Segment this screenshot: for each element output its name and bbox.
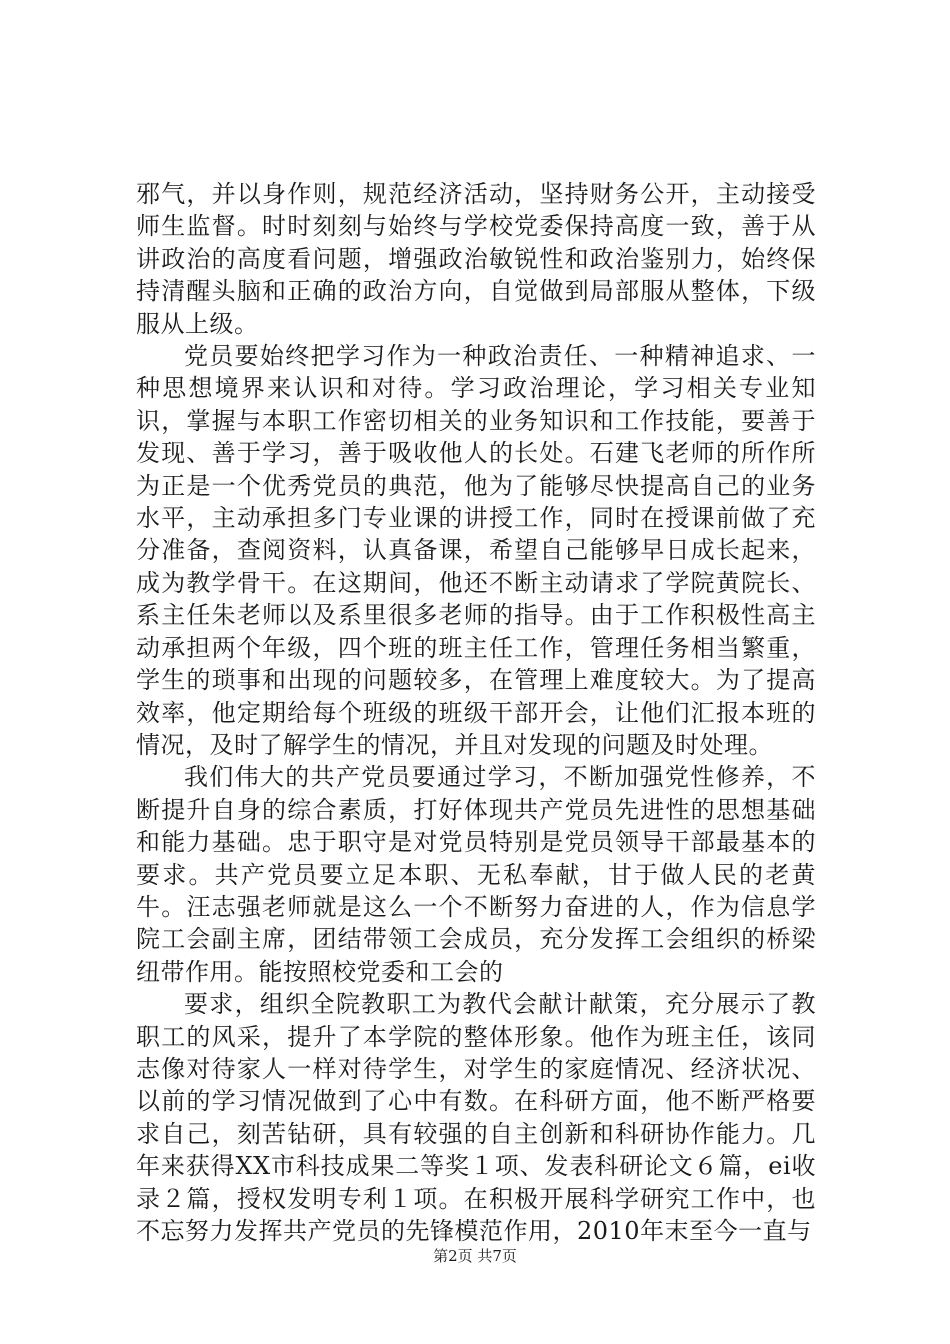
paragraph-1: 邪气，并以身作则，规范经济活动，坚持财务公开，主动接受师生监督。时时刻刻与始终与学校党委保持高度一致，善于从讲政治的高度看问题，增强政治敏锐性和政治鉴别力，始终保持清醒头脑和正确的政治方向，自觉做到局部服从整体，下级服从上级。 <box>136 180 816 338</box>
paragraph-3: 我们伟大的共产党员要通过学习，不断加强党性修养，不断提升自身的综合素质，打好体现共产党员先进性的思想基础和能力基础。忠于职守是对党员特别是党员领导干部最基本的要求。共产党员要立足本职、无私奉献，甘于做人民的老黄牛。汪志强老师就是这么一个不断努力奋进的人，作为信息学院工会副主席，团结带领工会成员，充分发挥工会组织的桥梁纽带作用。能按照校党委和工会的 <box>136 763 816 986</box>
document-body <box>136 178 816 1247</box>
paragraph-4: 要求，组织全院教职工为教代会献计献策，充分展示了教职工的风采，提升了本学院的整体形象。他作为班主任，该同志像对待家人一样对待学生，对学生的家庭情况、经济状况、以前的学习情况做到了心中有数。在科研方面，他不断严格要求自己，刻苦钻研，具有较强的自主创新和科研协作能力。几年来获得XX市科技成果二等奖１项、发表科研论文６篇，ei收录２篇，授权发明专利１项。在积极开展科学研究工作中，也不忘努力发挥共产党员的先锋模范作用，2010年末至今一直与 <box>136 990 816 1245</box>
paragraph-2: 党员要始终把学习作为一种政治责任、一种精神追求、一种思想境界来认识和对待。学习政治理论，学习相关专业知识，掌握与本职工作密切相关的业务知识和工作技能，要善于发现、善于学习，善于吸收他人的长处。石建飞老师的所作所为正是一个优秀党员的典范，他为了能够尽快提高自己的业务水平，主动承担多门专业课的讲授工作，同时在授课前做了充分准备，查阅资料，认真备课，希望自己能够早日成长起来，成为教学骨干。在这期间，他还不断主动请求了学院黄院长、系主任朱老师以及系里很多老师的指导。由于工作积极性高主动承担两个年级，四个班的班主任工作，管理任务相当繁重，学生的琐事和出现的问题较多，在管理上难度较大。为了提高效率，他定期给每个班级的班级干部开会，让他们汇报本班的情况，及时了解学生的情况，并且对发现的问题及时处理。 <box>136 342 816 759</box>
page-footer: 第2页 共7页 <box>433 1247 517 1265</box>
